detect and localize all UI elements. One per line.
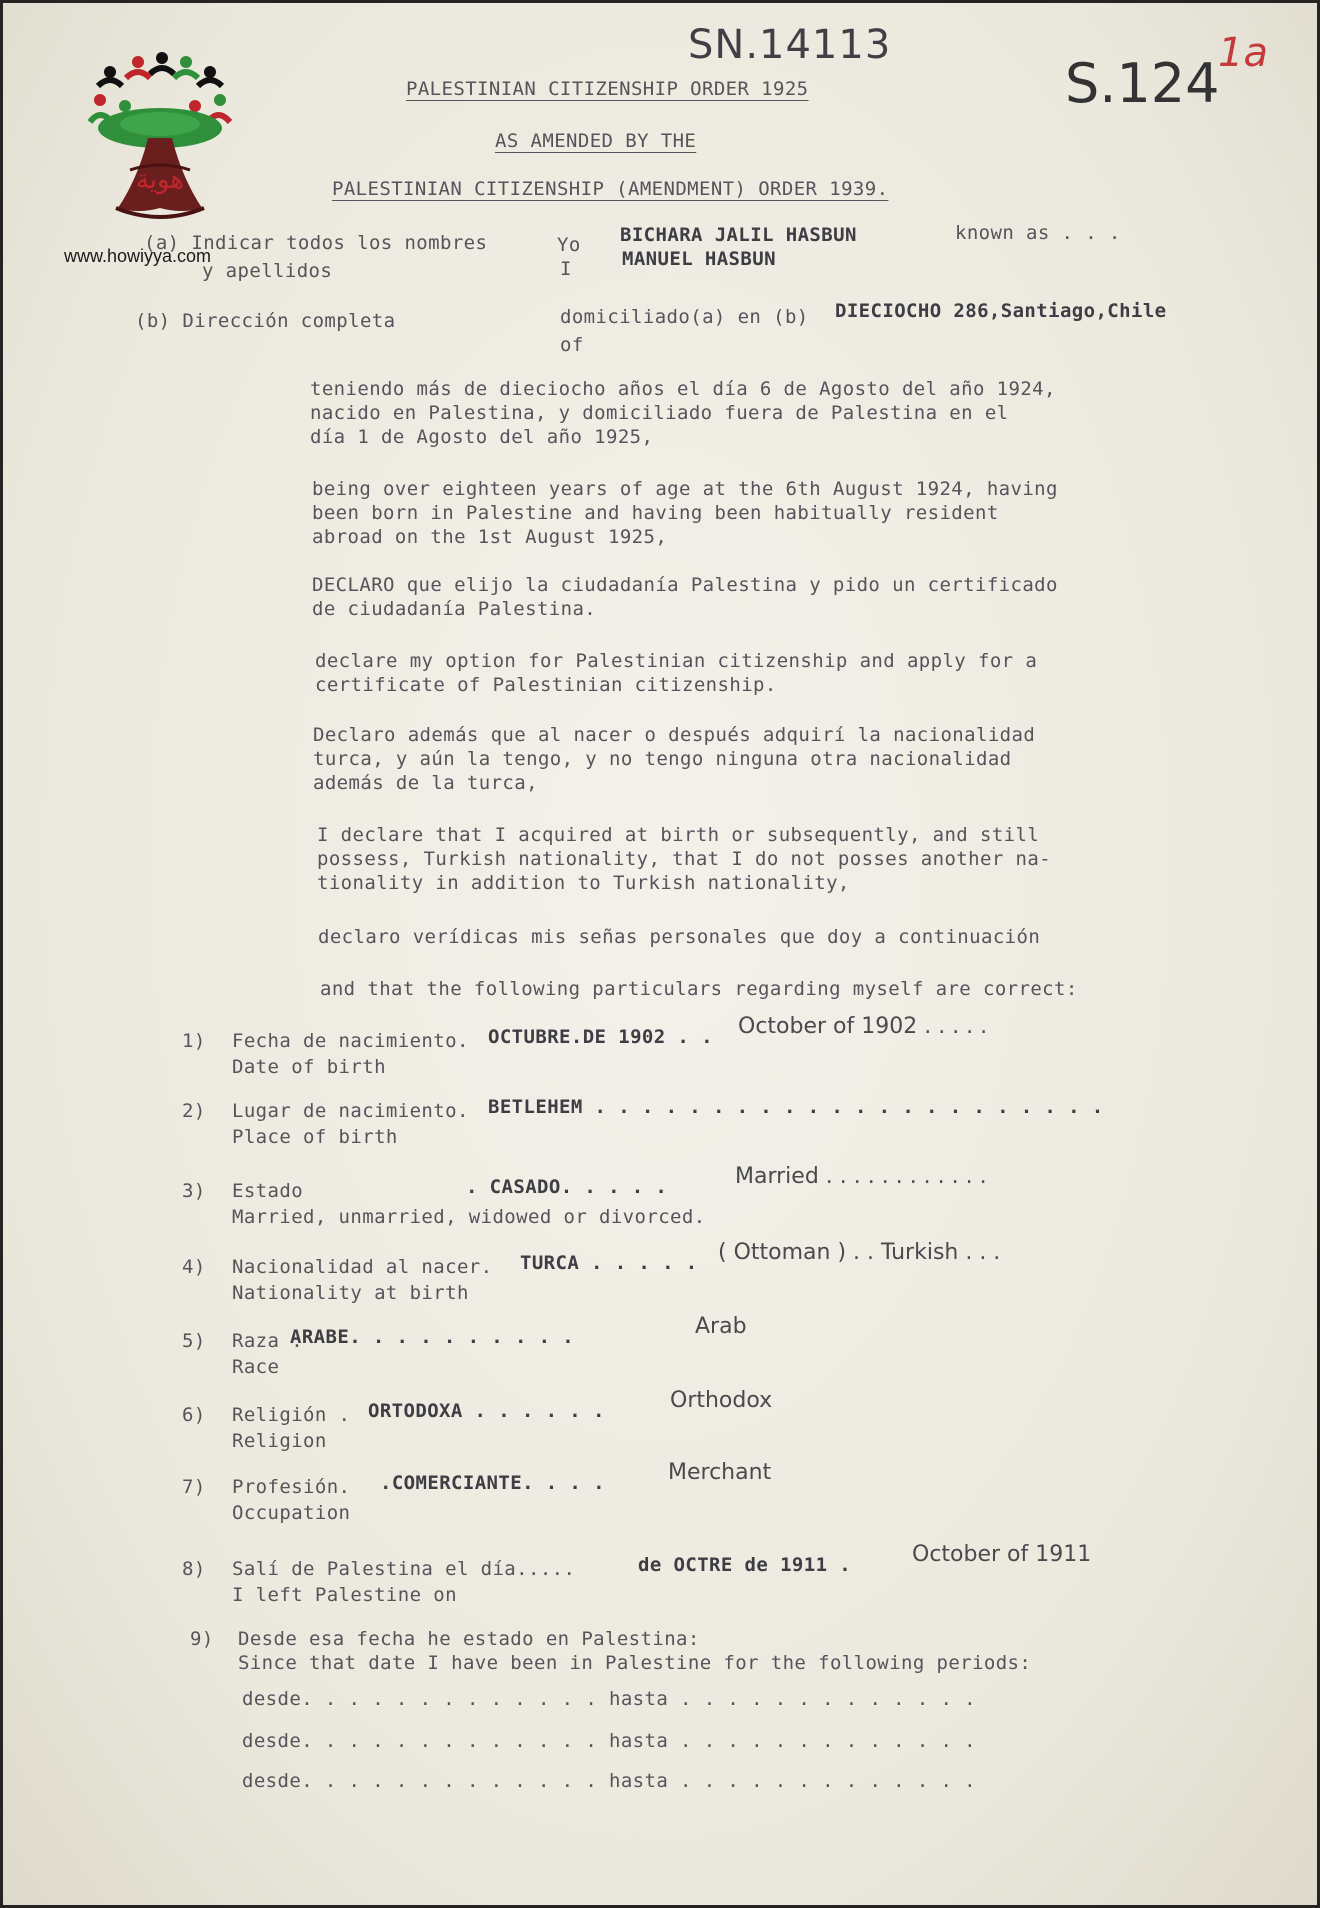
paragraph-line-p3-es: además de la turca, (313, 772, 538, 794)
item-label-en: I left Palestine on (232, 1584, 457, 1606)
known-as-label: known as . . . (955, 222, 1121, 244)
howiyya-logo (60, 20, 260, 260)
item-number: 8) (182, 1558, 206, 1580)
paragraph-line-p2-en: declare my option for Palestinian citizenship and apply for a (315, 650, 1038, 672)
period-row: desde. . . . . . . . . . . . . hasta . . . . . . . . . . . . . (242, 1770, 977, 1792)
paragraph-line-p3-en: possess, Turkish nationality, that I do not posses another na- (317, 848, 1052, 870)
item-handwritten-value: October of 1911 (912, 1542, 1092, 1567)
item9-number: 9) (190, 1628, 214, 1650)
paragraph-line-p3-en: tionality in addition to Turkish nationality, (317, 872, 850, 894)
item-value: ARABE. . . . . . . . . . (290, 1326, 575, 1348)
applicant-alias: MANUEL HASBUN (622, 248, 776, 270)
item-label-es: Fecha de nacimiento. (232, 1030, 469, 1052)
header-amended: AS AMENDED BY THE (495, 130, 697, 152)
item-value: ORTODOXA . . . . . . (368, 1400, 605, 1422)
item-value: . CASADO. . . . . (466, 1176, 668, 1198)
paragraph-line-p2-en: certificate of Palestinian citizenship. (315, 674, 777, 696)
paragraph-line-p3-es: Declaro además que al nacer o después adquirí la nacionalidad (313, 724, 1036, 746)
item-label-en: Nationality at birth (232, 1282, 469, 1304)
item-label-es: Salí de Palestina el día..... (232, 1558, 576, 1580)
header-order-1925: PALESTINIAN CITIZENSHIP ORDER 1925 (406, 78, 809, 100)
i-label: I (560, 258, 572, 280)
domicile-label: domiciliado(a) en (b) (560, 306, 809, 328)
item-value: OCTUBRE.DE 1902 . . (488, 1026, 713, 1048)
item-label-es: Raza . (232, 1330, 304, 1352)
period-row: desde. . . . . . . . . . . . . hasta . . . . . . . . . . . . . (242, 1730, 977, 1752)
item-value: de OCTRE de 1911 . (638, 1554, 852, 1576)
item-number: 3) (182, 1180, 206, 1202)
file-number: S.124 (1065, 52, 1220, 115)
item9-label-en: Since that date I have been in Palestine for the following periods: (238, 1652, 1032, 1674)
applicant-name: BICHARA JALIL HASBUN (620, 224, 857, 246)
item-number: 2) (182, 1100, 206, 1122)
paragraph-line-p1-en: being over eighteen years of age at the 6th August 1924, having (312, 478, 1058, 500)
item-number: 5) (182, 1330, 206, 1352)
paragraph-line-p1-en: abroad on the 1st August 1925, (312, 526, 668, 548)
reference-number: SN.14113 (688, 22, 892, 68)
file-suffix: 1a (1218, 30, 1268, 76)
item-label-es: Estado (232, 1180, 304, 1202)
of-label: of (560, 334, 584, 356)
yo-label: Yo (557, 234, 581, 256)
note-b: (b) Dirección completa (135, 310, 396, 332)
item-label-es: Nacionalidad al nacer. (232, 1256, 493, 1278)
item-handwritten-value: Orthodox (670, 1388, 773, 1413)
item-number: 6) (182, 1404, 206, 1426)
item-value: TURCA . . . . . (520, 1252, 698, 1274)
paragraph-line-p4-en: and that the following particulars regarding myself are correct: (320, 978, 1078, 1000)
item-number: 1) (182, 1030, 206, 1052)
address-value: DIECIOCHO 286,Santiago,Chile (835, 300, 1167, 322)
item-label-en: Place of birth (232, 1126, 398, 1148)
logo-tree-icon (98, 108, 222, 217)
item-handwritten-value: October of 1902 . . . . . (738, 1014, 988, 1039)
paragraph-line-p3-en: I declare that I acquired at birth or subsequently, and still (317, 824, 1040, 846)
item-handwritten-value: ( Ottoman ) . . Turkish . . . (718, 1240, 1001, 1265)
header-order-1939: PALESTINIAN CITIZENSHIP (AMENDMENT) ORDER 1939. (332, 178, 889, 200)
item-label-en: Date of birth (232, 1056, 386, 1078)
period-row: desde. . . . . . . . . . . . . hasta . . . . . . . . . . . . . (242, 1688, 977, 1710)
paragraph-line-p2-es: DECLARO que elijo la ciudadanía Palestina y pido un certificado (312, 574, 1058, 596)
paragraph-line-p3-es: turca, y aún la tengo, y no tengo ninguna otra nacionalidad (313, 748, 1012, 770)
item-label-en: Married, unmarried, widowed or divorced. (232, 1206, 706, 1228)
logo-website: www.howiyya.com (64, 246, 212, 266)
item-label-en: Occupation (232, 1502, 351, 1524)
item-label-en: Race (232, 1356, 280, 1378)
logo-arabic-text: هوية (135, 165, 185, 195)
paragraph-line-p1-es: nacido en Palestina, y domiciliado fuera de Palestina en el (310, 402, 1009, 424)
item-number: 4) (182, 1256, 206, 1278)
item-handwritten-value: Married . . . . . . . . . . . . (735, 1164, 987, 1189)
item-label-en: Religion (232, 1430, 327, 1452)
note-a-line2: y apellidos (202, 260, 333, 282)
paragraph-line-p1-es: teniendo más de dieciocho años el día 6 de Agosto del año 1924, (310, 378, 1056, 400)
note-a-line1: (a) Indicar todos los nombres (144, 232, 488, 254)
item-value: .COMERCIANTE. . . . (380, 1472, 605, 1494)
paragraph-line-p1-es: día 1 de Agosto del año 1925, (310, 426, 654, 448)
item-label-es: Profesión. (232, 1476, 351, 1498)
item-number: 7) (182, 1476, 206, 1498)
item-label-es: Lugar de nacimiento. (232, 1100, 469, 1122)
item-handwritten-value: Merchant (668, 1460, 772, 1485)
item-label-es: Religión . (232, 1404, 351, 1426)
item9-label-es: Desde esa fecha he estado en Palestina: (238, 1628, 700, 1650)
paragraph-line-p2-es: de ciudadanía Palestina. (312, 598, 597, 620)
item-value: BETLEHEM . . . . . . . . . . . . . . . . . . . . . . (488, 1096, 1104, 1118)
paragraph-line-p4-es: declaro verídicas mis señas personales que doy a continuación (318, 926, 1041, 948)
item-handwritten-value: Arab (695, 1314, 747, 1339)
paragraph-line-p1-en: been born in Palestine and having been habitually resident (312, 502, 999, 524)
